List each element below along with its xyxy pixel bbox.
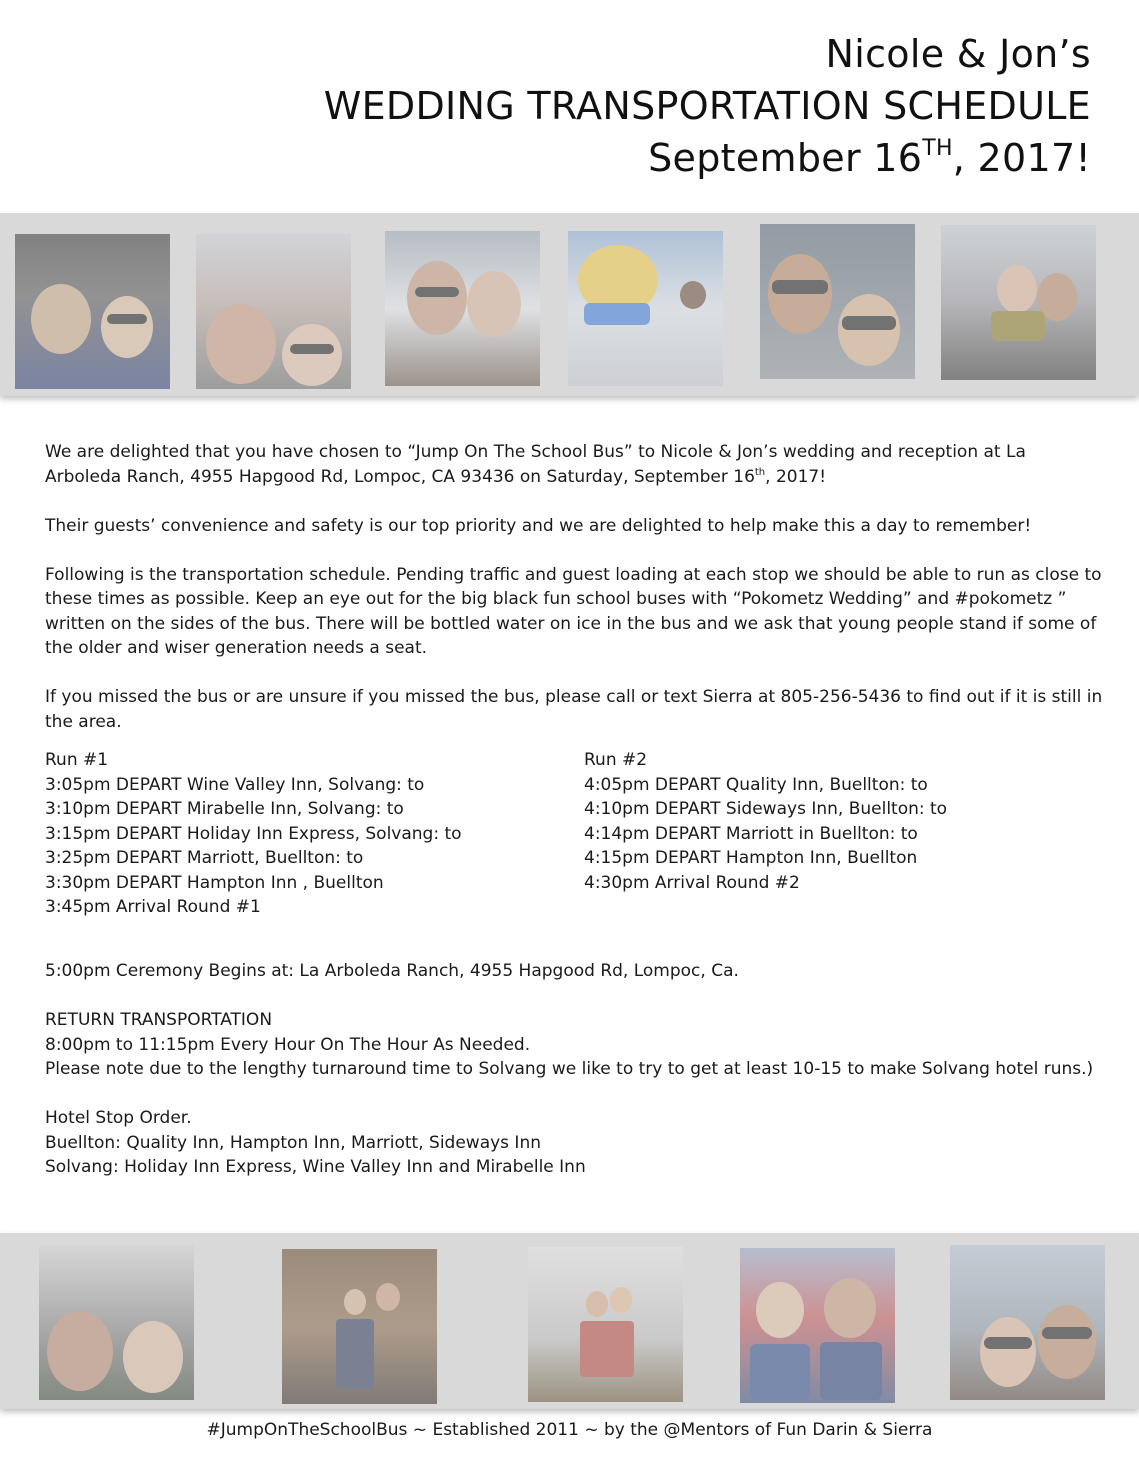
run-1-stop: 3:10pm DEPART Mirabelle Inn, Solvang: to (45, 799, 404, 819)
return-hours: 8:00pm to 11:15pm Every Hour On The Hour As Needed. (45, 1034, 531, 1055)
run-1-stop: 3:15pm DEPART Holiday Inn Express, Solvang: to (45, 823, 462, 844)
title-date-sup: TH (922, 136, 953, 161)
photo-venice-couple (196, 234, 351, 389)
run-1-schedule (45, 748, 462, 920)
photo-costume-couple (528, 1247, 683, 1402)
photo-ucla-couple (15, 234, 170, 389)
ceremony-line: 5:00pm Ceremony Begins at: La Arboleda Ranch, 4955 Hapgood Rd, Lompoc, Ca. (45, 961, 739, 981)
run-2-schedule (584, 748, 947, 895)
photo-snow-couple (385, 231, 540, 386)
title-date (324, 132, 1091, 184)
intro-paragraph-1 (45, 440, 1105, 489)
photo-museum-couple (282, 1249, 437, 1404)
photo-boat-couple (941, 225, 1096, 380)
photo-captain-america-couple (740, 1248, 895, 1403)
intro-p1-sup: th (754, 466, 766, 478)
title-date-end: , 2017! (952, 136, 1091, 180)
return-note: Please note due to the lengthy turnaround time to Solvang we like to try to get at least 10-15 to make Solvang hotel runs.) (45, 1059, 1094, 1079)
run-2-stop: 4:15pm DEPART Hampton Inn, Buellton (584, 848, 918, 868)
intro-p1-text: We are delighted that you have chosen to “Jump On The School Bus” to Nicole & Jon’s wedding and reception at La Arboleda Ranch, 4955 Hapgood Rd, Lompoc, CA 93436 on Saturday, September 16 (45, 442, 1026, 487)
title-date-main: September 16 (648, 136, 923, 180)
hotel-order-title: Hotel Stop Order. (45, 1108, 192, 1128)
run-2-stop: 4:10pm DEPART Sideways Inn, Buellton: to (584, 799, 948, 819)
run-1-stop: 3:25pm DEPART Marriott, Buellton: to (45, 848, 364, 868)
intro-paragraph-4: If you missed the bus or are unsure if you missed the bus, please call or text Sierra at 805-256-5436 to find out if it is still in the area. (45, 687, 1103, 732)
run-1-stop: 3:45pm Arrival Round #1 (45, 897, 261, 917)
intro-p1-end: , 2017! (765, 466, 827, 487)
top-photo-strip (0, 213, 1139, 396)
footer-tagline: #JumpOnTheSchoolBus ~ Established 2011 ~ by the @Mentors of Fun Darin & Sierra (206, 1420, 933, 1440)
photo-cathedral-couple (39, 1245, 194, 1400)
page-title (324, 28, 1091, 184)
title-main: WEDDING TRANSPORTATION SCHEDULE (323, 84, 1091, 128)
intro-paragraph-3: Following is the transportation schedule. Pending traffic and guest loading at each stop we should be able to run as close to these times as possible. Keep an eye out for the big black fun school buses with “Pokometz Wedding” and #pokometz ” written on the sides of the bus. There will be bottled water on ice in the bus and we ask that young people stand if some of the older and wiser generation needs a seat. (45, 564, 1102, 658)
run-2-stop: 4:05pm DEPART Quality Inn, Buellton: to (584, 774, 928, 795)
intro-section (45, 440, 1105, 734)
run-2-stop: 4:30pm Arrival Round #2 (584, 872, 800, 893)
details-section (45, 959, 1105, 1180)
photo-city-couple (950, 1245, 1105, 1400)
run-2-stop: 4:14pm DEPART Marriott in Buellton: to (584, 823, 918, 844)
hotel-order-solvang: Solvang: Holiday Inn Express, Wine Valley Inn and Mirabelle Inn (45, 1157, 586, 1177)
return-title: RETURN TRANSPORTATION (45, 1010, 273, 1030)
photo-ski-goggles (568, 231, 723, 386)
run-2-title: Run #2 (584, 750, 648, 770)
run-1-stop: 3:05pm DEPART Wine Valley Inn, Solvang: to (45, 774, 425, 795)
bottom-photo-strip (0, 1233, 1139, 1409)
run-1-stop: 3:30pm DEPART Hampton Inn , Buellton (45, 872, 384, 893)
intro-paragraph-2: Their guests’ convenience and safety is our top priority and we are delighted to help make this a day to remember! (45, 515, 1032, 536)
run-1-title: Run #1 (45, 750, 109, 770)
photo-sunglasses-couple (760, 224, 915, 379)
title-names: Nicole & Jon’s (825, 32, 1091, 76)
hotel-order-buellton: Buellton: Quality Inn, Hampton Inn, Marriott, Sideways Inn (45, 1132, 541, 1153)
